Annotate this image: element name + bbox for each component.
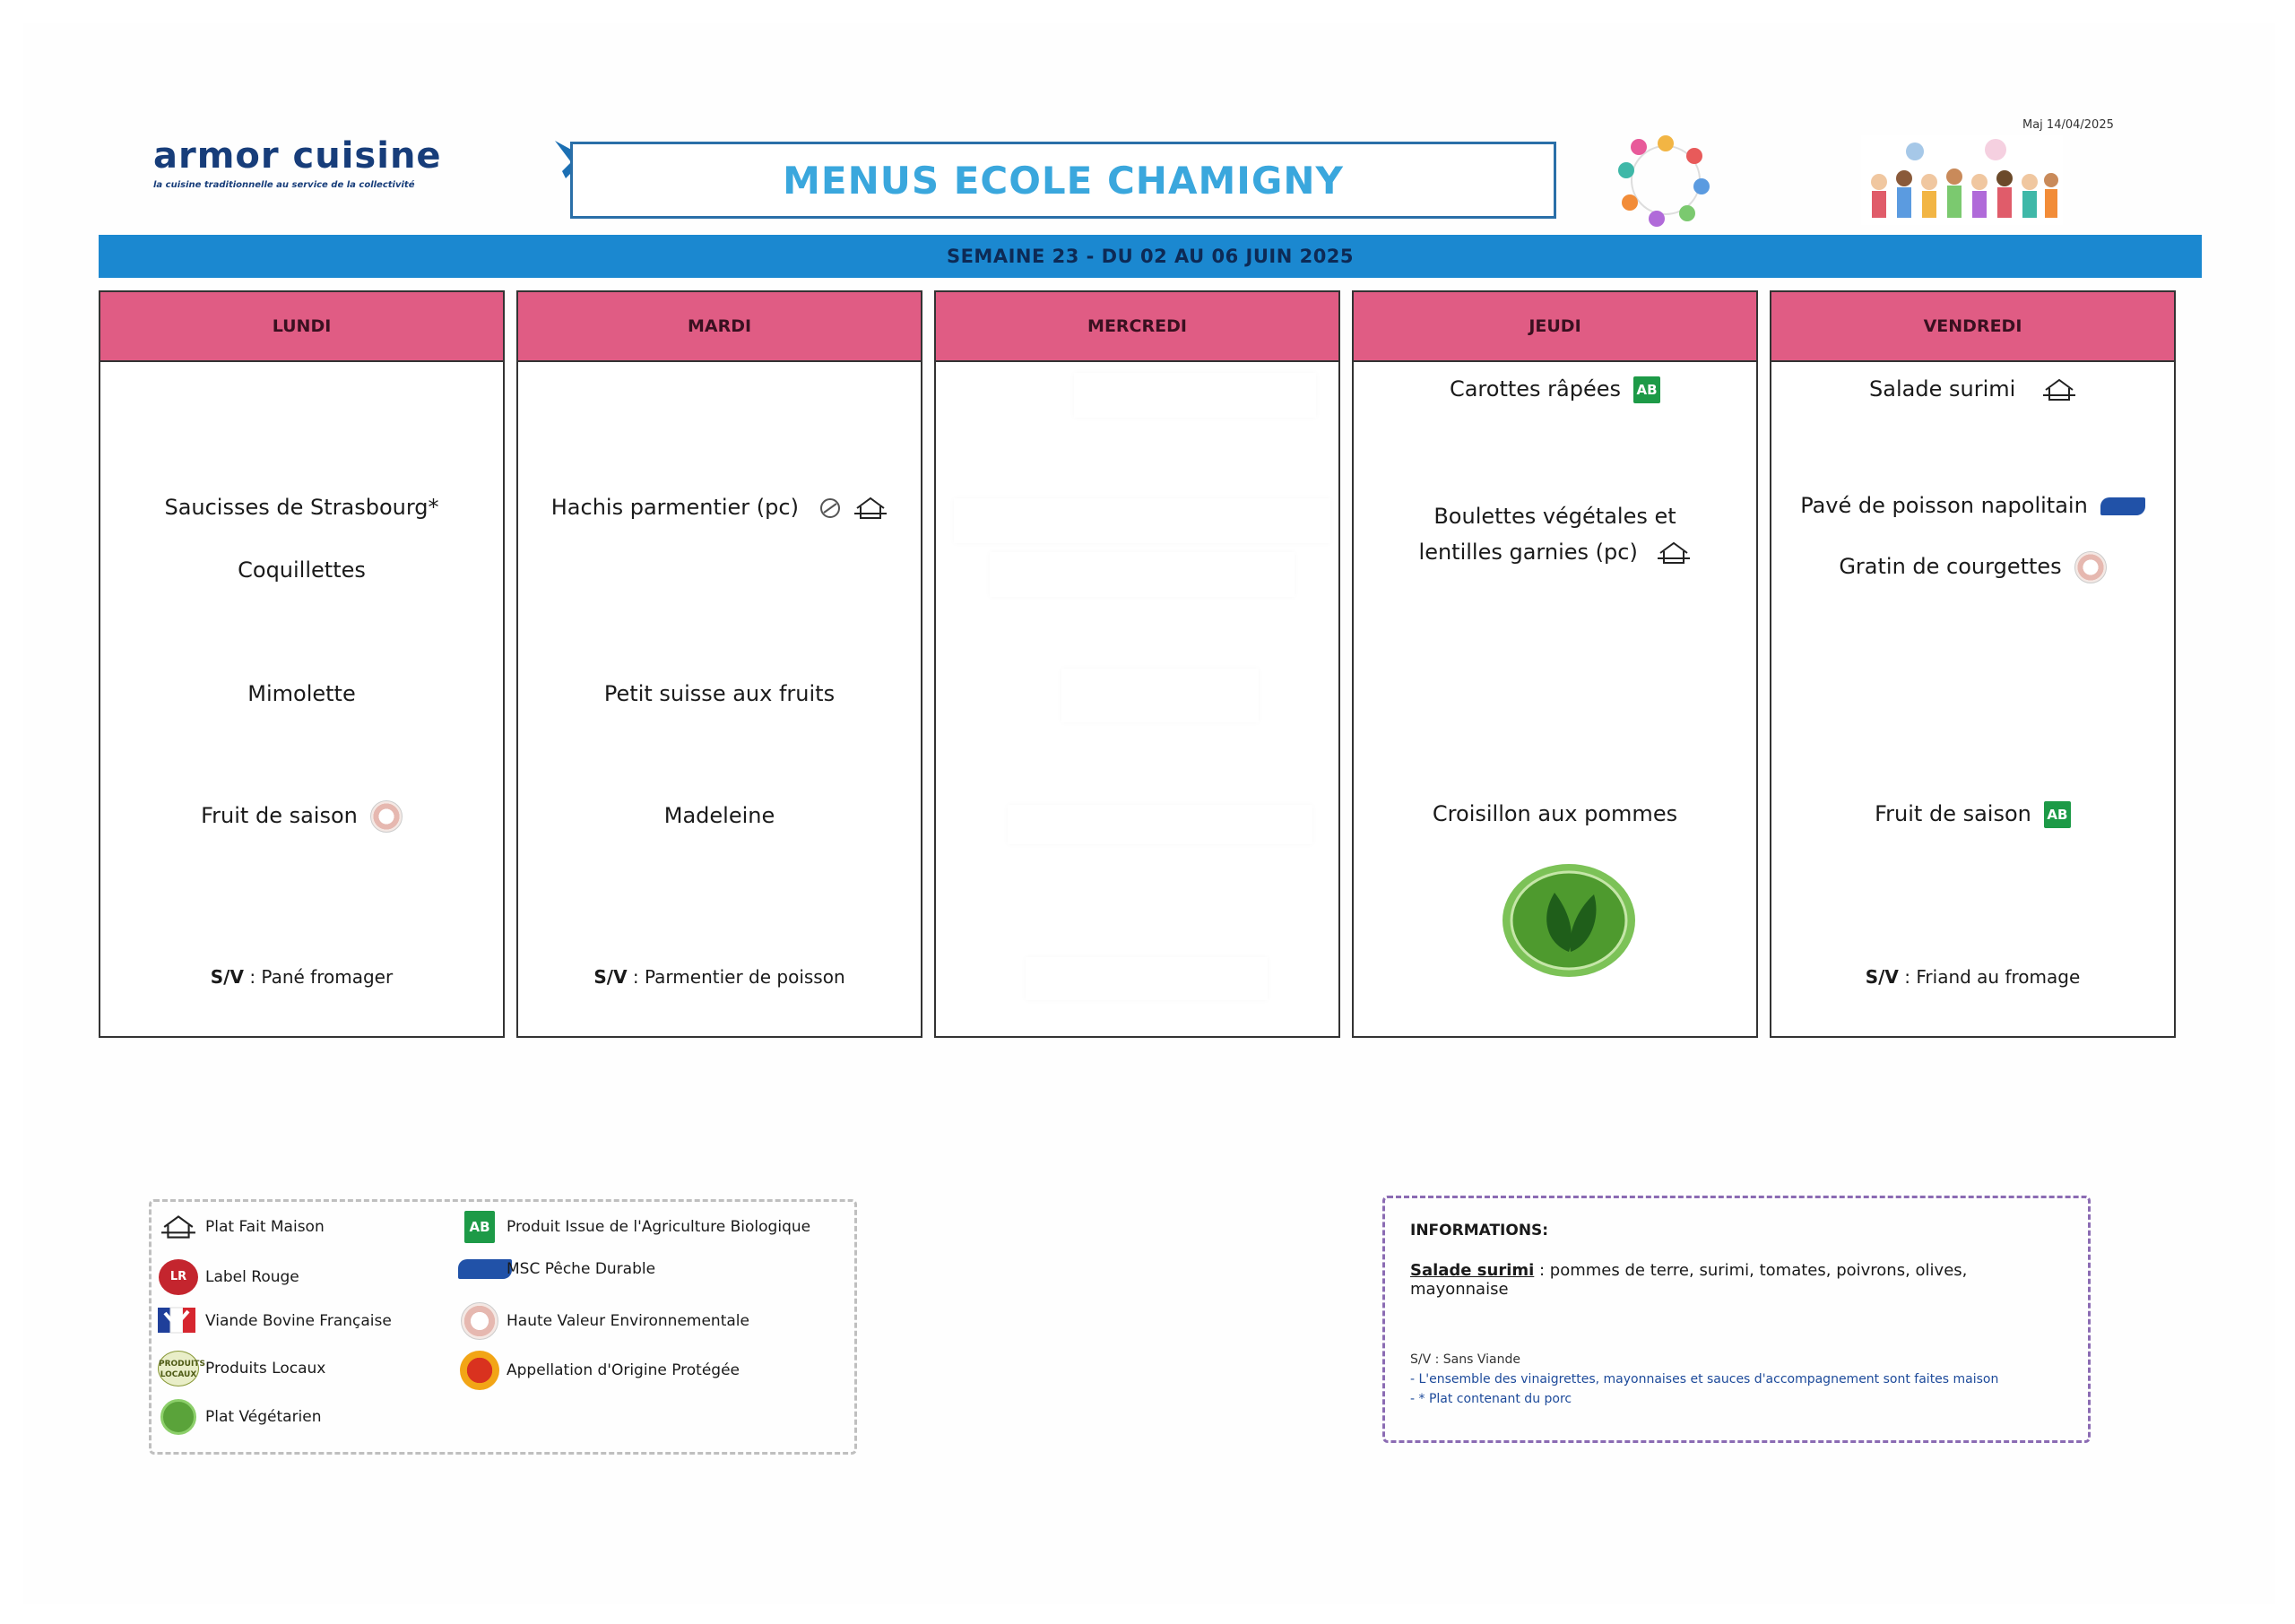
armor-cuisine-logo <box>153 135 442 190</box>
legend-label: Viande Bovine Française <box>205 1312 392 1330</box>
redacted-area <box>1026 957 1268 1000</box>
viande-bovine-icon <box>158 1306 199 1336</box>
day-column-lundi <box>99 290 505 1038</box>
redacted-area <box>1074 373 1316 418</box>
info-salade-label: Salade surimi <box>1410 1261 1535 1280</box>
menu-item <box>1771 796 2174 832</box>
menu-item <box>1771 371 2174 407</box>
legend-label: Produit Issue de l'Agriculture Biologique <box>507 1218 811 1236</box>
sv-value: : Pané fromager <box>249 966 394 988</box>
dish: Boulettes végétales et <box>1433 504 1676 529</box>
house-icon <box>160 1213 196 1241</box>
menu-item <box>1354 371 1756 407</box>
menu-page <box>23 23 2275 1604</box>
legend-label: Haute Valeur Environnementale <box>507 1312 749 1330</box>
produits-locaux-icon: PRODUITS LOCAUX <box>158 1351 199 1386</box>
week-label: SEMAINE 23 - DU 02 AU 06 JUIN 2025 <box>946 246 1355 267</box>
day-header <box>1354 292 1756 362</box>
legend-label: Plat Fait Maison <box>205 1218 325 1236</box>
ab-icon: AB <box>1633 376 1660 403</box>
dish: Saucisses de Strasbourg* <box>164 495 439 520</box>
menu-item <box>1771 488 2174 523</box>
vegetarian-badge-icon <box>1501 862 1637 979</box>
day-column-mercredi <box>934 290 1340 1038</box>
menu-item <box>1354 534 1756 570</box>
redacted-area <box>990 552 1295 597</box>
dish: Fruit de saison <box>201 803 358 828</box>
sv-label: S/V <box>593 966 628 988</box>
legend-item <box>456 1259 655 1279</box>
sv-value: : Friand au fromage <box>1904 966 2081 988</box>
redacted-area <box>954 498 1330 543</box>
menu-item <box>100 676 503 712</box>
menu-item <box>1354 796 1756 832</box>
week-banner <box>99 235 2202 278</box>
menu-item <box>1771 549 2174 584</box>
msc-icon <box>458 1259 512 1279</box>
label-icon <box>818 497 842 520</box>
legend-label: Appellation d'Origine Protégée <box>507 1361 740 1379</box>
dish: Mimolette <box>247 681 356 706</box>
day-name: VENDREDI <box>1923 316 2022 336</box>
legend-label: Label Rouge <box>205 1268 299 1286</box>
day-column-vendredi <box>1770 290 2176 1038</box>
redacted-area <box>1061 669 1259 722</box>
house-icon <box>2042 377 2076 402</box>
legend-label: Plat Végétarien <box>205 1408 322 1426</box>
day-name: MARDI <box>687 316 752 336</box>
legend-item <box>155 1351 325 1386</box>
sv-alternative <box>1771 966 2174 988</box>
info-salade-text: : pommes de terre, surimi, tomates, poivrons, olives, mayonnaise <box>1410 1261 1968 1299</box>
sv-alternative <box>100 966 503 988</box>
msc-icon <box>2100 497 2145 515</box>
logo-text: armor cuisine <box>153 135 442 177</box>
menu-item <box>518 676 921 712</box>
menu-item <box>518 489 921 525</box>
legend-item <box>155 1306 392 1336</box>
title-box <box>570 142 1556 219</box>
info-salade <box>1410 1261 2063 1299</box>
dish: Salade surimi <box>1869 376 2016 402</box>
sv-alternative <box>518 966 921 988</box>
sv-value: : Parmentier de poisson <box>632 966 845 988</box>
dish: Hachis parmentier (pc) <box>550 495 799 520</box>
dish: Pavé de poisson napolitain <box>1800 493 2088 518</box>
menu-item <box>100 798 503 834</box>
legend-item <box>155 1259 299 1295</box>
legend-item <box>456 1211 810 1243</box>
dish: Gratin de courgettes <box>1839 554 2062 579</box>
dish: lentilles garnies (pc) <box>1418 540 1638 565</box>
house-icon <box>853 496 888 521</box>
dish: Croisillon aux pommes <box>1432 801 1678 826</box>
update-date: Maj 14/04/2025 <box>2022 118 2114 132</box>
legend-item <box>456 1351 740 1390</box>
day-header <box>1771 292 2174 362</box>
legend-label: Produits Locaux <box>205 1360 326 1378</box>
info-title: INFORMATIONS: <box>1410 1222 1549 1240</box>
legend <box>149 1199 857 1455</box>
logo-tagline: la cuisine traditionnelle au service de la collectivité <box>153 180 415 190</box>
sv-label: S/V <box>1865 966 1899 988</box>
dish: Petit suisse aux fruits <box>603 681 836 706</box>
hve-icon <box>2074 551 2107 583</box>
menu-item <box>100 489 503 525</box>
info-sv-note: S/V : Sans Viande <box>1410 1352 1520 1367</box>
dish: Fruit de saison <box>1875 801 2031 826</box>
dish: Carottes râpées <box>1449 376 1622 402</box>
day-name: MERCREDI <box>1087 316 1187 336</box>
ab-icon: AB <box>464 1211 495 1243</box>
legend-item <box>155 1213 325 1241</box>
info-note-pork: - * Plat contenant du porc <box>1410 1392 1572 1406</box>
day-name: LUNDI <box>272 316 332 336</box>
legend-label: MSC Pêche Durable <box>507 1260 656 1278</box>
information-box <box>1382 1196 2091 1443</box>
aop-icon <box>460 1351 499 1390</box>
day-column-jeudi <box>1352 290 1758 1038</box>
hve-icon <box>370 800 403 833</box>
vegetarian-icon <box>160 1399 196 1435</box>
legend-item <box>155 1399 322 1435</box>
children-group-icon <box>1861 135 2063 225</box>
dish: Madeleine <box>663 803 775 828</box>
day-header <box>518 292 921 362</box>
page-title: MENUS ECOLE CHAMIGNY <box>783 158 1344 203</box>
legend-item <box>456 1302 749 1340</box>
sv-label: S/V <box>210 966 244 988</box>
info-note-homemade: - L'ensemble des vinaigrettes, mayonnaises et sauces d'accompagnement sont faites maison <box>1410 1372 1999 1386</box>
hve-icon <box>461 1302 498 1340</box>
day-header <box>100 292 503 362</box>
menu-item <box>518 798 921 834</box>
ab-icon: AB <box>2044 801 2071 828</box>
redacted-area <box>1008 805 1312 844</box>
house-icon <box>1657 540 1691 566</box>
kids-circle-icon <box>1612 131 1719 229</box>
menu-item <box>1354 498 1756 534</box>
menu-item <box>100 552 503 588</box>
day-header <box>936 292 1338 362</box>
dish: Coquillettes <box>238 557 366 583</box>
day-name: JEUDI <box>1529 316 1581 336</box>
label-rouge-icon: LR <box>159 1259 198 1295</box>
day-column-mardi <box>516 290 922 1038</box>
